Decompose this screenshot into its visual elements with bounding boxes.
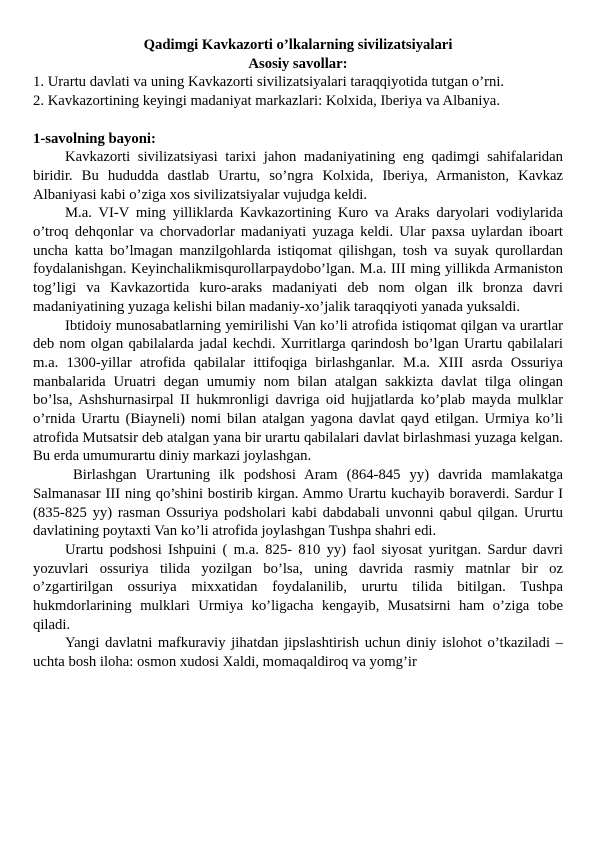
body-paragraph: Ibtidoiy munosabatlarning yemirilishi Van ko’li atrofida istiqomat qilgan va urartlar deb nom olgan qabilalarda jadal kechdi. Xurritlarga qarindosh bo’lgan Urartu qabilalari m.a. 1300-yillar atrofida qabilalar ittifoqiga birlashganlar. M.a. XIII asrda Ossuriya manbalarida Uruatri degan umumiy nom bilan atalgan sakkizta davlat tilga olingan bo’lsa, Ashshurnasirpal II hukmronligi davriga oid hujjatlarda ko’plab mayda mulklar o’rnida Urartu (Biayneli) nomi bilan atalgan yagona davlat qayd etilgan. Urmiya ko’li atrofida Mutsatsir deb atalgan yana bir urartu qabilalari davlat birlashmasi yuzaga kelgan. Bu erda umumurartu diniy markazi joylashgan. — [33, 317, 563, 465]
body-paragraph: M.a. VI-V ming yilliklarda Kavkazortining Kuro va Araks daryolari vodiylarida o’troq dehqonlar va chorvadorlar madaniyati yuzaga keldi. Ular paxsa uylardan iboart uncha katta bo’lmagan manzilgohlarda istiqomat qilishgan, tosh va suyak qurollardan foydalanishgan. Keyinchalikmisqurollarpaydobo’lgan. M.a. III ming yillikda Armaniston tog’ligi va Kavkazortida kuro-araks madaniyati deb nom olgan ilk bronza davri madaniyatining yuzaga kelishi bilan madaniy-xo’jalik taraqqiyoti yanada yuksaldi. — [33, 205, 563, 315]
body-paragraph: Birlashgan Urartuning ilk podshosi Aram (864-845 yy) davrida mamlakatga Salmanasar III ning qo’shini bostirib kirgan. Ammo Urartu kuchayib boraverdi. Sardur I (835-825 yy) rasman Ossuriya podsholari kabi dabdabali unvonni qabul qilgan. Ururtu davlatining poytaxti Van ko’li atrofida joylashgan Tushpa shahri edi. — [33, 467, 563, 540]
body-paragraph: Urartu podshosi Ishpuini ( m.a. 825- 810 yy) faol siyosat yuritgan. Sardur davri yozuvlari ossuriya tilida yozilgan bo’lsa, uning davrida rasmiy matnlar bir oz o’zgartirilgan ossuriya mixxatidan foydalanilib, ururtu tilida bitilgan. Tushpa hukmdorlarining mulklari Urmiya ko’ligacha kengayib, Musatsirni ham o’ziga tobe qiladi. — [33, 541, 563, 633]
questions-heading: Asosiy savollar: — [248, 55, 348, 72]
question-item: 1. Urartu davlati va uning Kavkazorti sivilizatsiyalari taraqqiyotida tutgan o’rni. — [33, 74, 505, 91]
section-heading: 1-savolning bayoni: — [33, 130, 156, 147]
question-item: 2. Kavkazortining keyingi madaniyat markazlari: Kolxida, Iberiya va Albaniya. — [33, 93, 500, 110]
body-paragraph: Yangi davlatni mafkuraviy jihatdan jipslashtirish uchun diniy islohot o’tkaziladi – uchta bosh iloha: osmon xudosi Xaldi, momaqaldiroq va yomg’ir — [33, 635, 563, 671]
document-title: Qadimgi Kavkazorti o’lkalarning sivilizatsiyalari — [143, 37, 453, 53]
blank-line — [33, 111, 563, 130]
document-page — [33, 36, 563, 672]
body-paragraph: Kavkazorti sivilizatsiyasi tarixi jahon madaniyatining eng qadimgi sahifalaridan biridir. Bu hududda dastlab Urartu, so’ngra Kolxida, Iberiya, Armaniston, Kavkaz Albaniyasi kabi o’ziga xos sivilizatsiyalar vujudga keldi. — [33, 149, 563, 203]
